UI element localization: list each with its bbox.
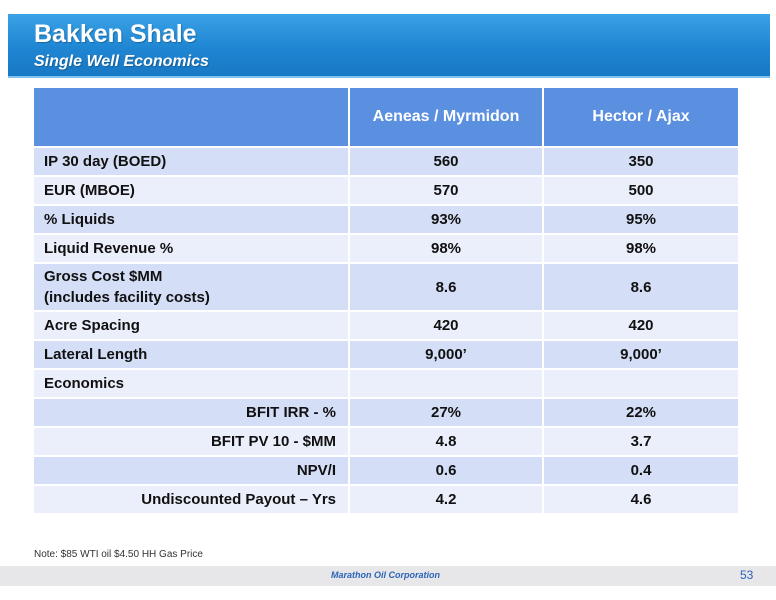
economics-table (32, 86, 738, 515)
row-value: 8.6 (543, 263, 739, 311)
row-value: 570 (349, 176, 543, 205)
table-row (33, 398, 739, 427)
row-label-line1: Gross Cost $MM (44, 268, 163, 285)
row-label: BFIT PV 10 - $MM (33, 427, 349, 456)
row-value: 350 (543, 147, 739, 176)
row-label: Acre Spacing (33, 311, 349, 340)
row-value: 4.6 (543, 485, 739, 514)
row-value: 4.8 (349, 427, 543, 456)
table-row (33, 485, 739, 514)
footer-bar (0, 566, 776, 586)
row-label: EUR (MBOE) (33, 176, 349, 205)
row-value (349, 369, 543, 398)
table-row (33, 456, 739, 485)
company-name: Marathon Oil Corporation (331, 570, 440, 580)
table-row (33, 263, 739, 311)
slide-title: Bakken Shale (34, 20, 197, 48)
row-value: 4.2 (349, 485, 543, 514)
row-value: 420 (543, 311, 739, 340)
column-header-blank (33, 87, 349, 147)
row-label: % Liquids (33, 205, 349, 234)
row-label: Lateral Length (33, 340, 349, 369)
row-label: IP 30 day (BOED) (33, 147, 349, 176)
row-value: 93% (349, 205, 543, 234)
row-value: 0.4 (543, 456, 739, 485)
page-number: 53 (740, 568, 754, 582)
row-label: Economics (33, 369, 349, 398)
row-value: 420 (349, 311, 543, 340)
column-header-hector-ajax: Hector / Ajax (543, 87, 739, 147)
column-header-aeneas-myrmidon: Aeneas / Myrmidon (349, 87, 543, 147)
table-row (33, 340, 739, 369)
row-value: 500 (543, 176, 739, 205)
slide-subtitle: Single Well Economics (34, 53, 209, 70)
row-value: 3.7 (543, 427, 739, 456)
table-row (33, 205, 739, 234)
row-value: 27% (349, 398, 543, 427)
row-value: 9,000’ (543, 340, 739, 369)
row-value (543, 369, 739, 398)
row-label (33, 263, 349, 311)
table-header-row (33, 87, 739, 147)
price-note: Note: $85 WTI oil $4.50 HH Gas Price (34, 549, 203, 560)
row-value: 8.6 (349, 263, 543, 311)
row-value: 9,000’ (349, 340, 543, 369)
table-row (33, 369, 739, 398)
row-value: 0.6 (349, 456, 543, 485)
row-label-line2: (includes facility costs) (44, 289, 210, 306)
table-row (33, 147, 739, 176)
title-banner (8, 14, 770, 78)
row-label: BFIT IRR - % (33, 398, 349, 427)
row-label: Liquid Revenue % (33, 234, 349, 263)
row-label: NPV/I (33, 456, 349, 485)
row-value: 95% (543, 205, 739, 234)
row-value: 98% (543, 234, 739, 263)
table-row (33, 234, 739, 263)
row-value: 560 (349, 147, 543, 176)
row-label: Undiscounted Payout – Yrs (33, 485, 349, 514)
row-value: 22% (543, 398, 739, 427)
table-row (33, 427, 739, 456)
row-value: 98% (349, 234, 543, 263)
table-row (33, 176, 739, 205)
table-row (33, 311, 739, 340)
